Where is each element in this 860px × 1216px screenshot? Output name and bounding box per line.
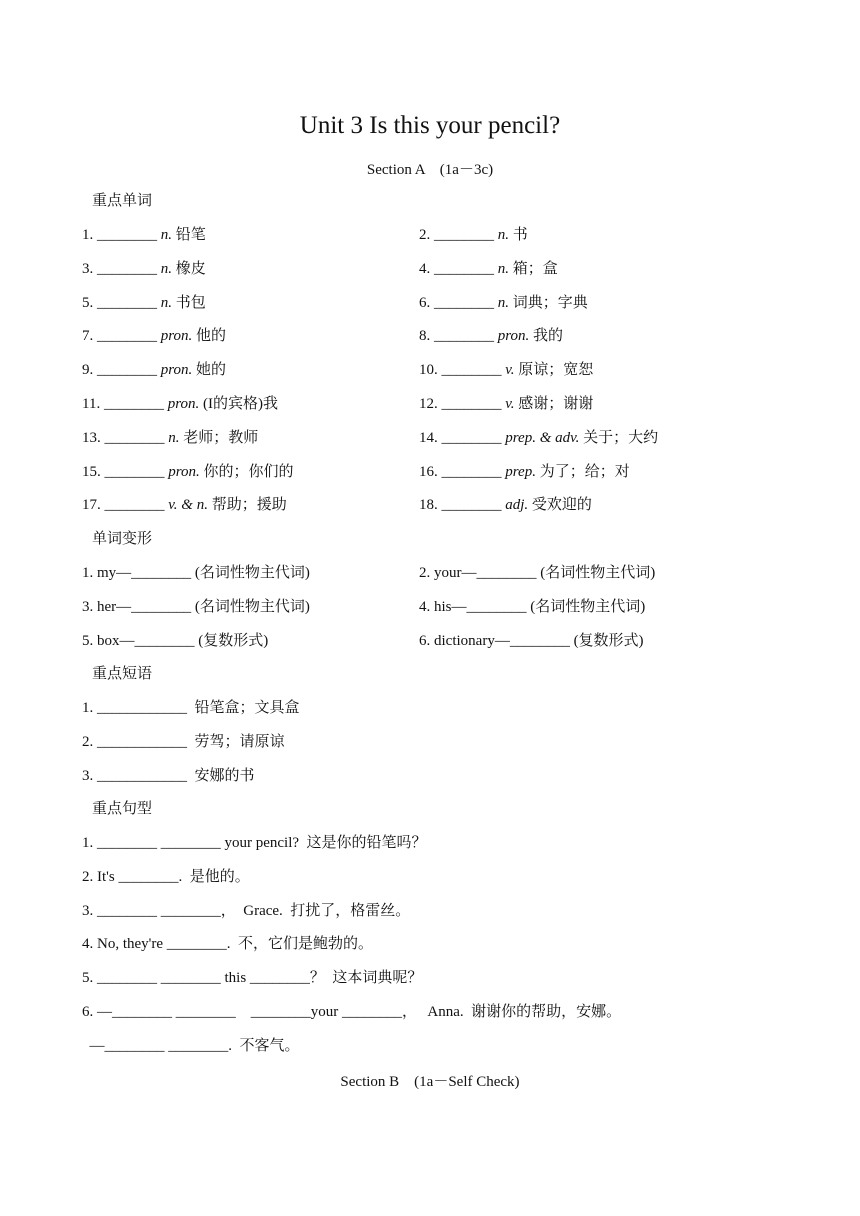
- phrase-item: 1. ____________ 铅笔盒；文具盒: [82, 700, 300, 716]
- vocab-blank: ________: [434, 328, 494, 344]
- vocab-number: 14.: [419, 430, 438, 446]
- vocab-item: [82, 394, 278, 414]
- vocab-part-of-speech: adj.: [505, 497, 529, 513]
- vocab-item: [82, 428, 258, 448]
- vocab-number: 5.: [82, 295, 94, 311]
- vocab-gloss: 我的: [533, 328, 564, 344]
- sentence-item: 2. It's ________. 是他的。: [82, 869, 250, 885]
- form-item: 4. his—________ (名词性物主代词): [419, 599, 646, 615]
- vocab-gloss: 她的: [196, 362, 227, 378]
- vocab-blank: ________: [441, 396, 502, 412]
- vocab-part-of-speech: v. & n.: [168, 497, 208, 513]
- vocab-blank: ________: [97, 295, 157, 311]
- vocab-number: 15.: [82, 464, 101, 480]
- vocab-gloss: 橡皮: [175, 261, 206, 277]
- sentence-item: 3. ________ ________， Grace. 打扰了，格雷丝。: [82, 903, 411, 919]
- vocab-blank: ________: [434, 227, 494, 243]
- vocab-number: 10.: [419, 362, 438, 378]
- vocab-gloss: 箱；盒: [512, 261, 558, 277]
- vocab-item: [82, 360, 226, 380]
- heading-sentences: 重点句型: [92, 801, 153, 817]
- heading-vocab: 重点单词: [92, 193, 153, 209]
- vocab-gloss: 感谢；谢谢: [518, 396, 594, 412]
- vocab-blank: ________: [97, 362, 157, 378]
- vocab-gloss: 你的；你们的: [203, 464, 294, 480]
- vocab-number: 7.: [82, 328, 94, 344]
- vocab-blank: ________: [441, 497, 502, 513]
- section-b-subtitle: Section B (1a－Self Check): [340, 1074, 520, 1090]
- vocab-part-of-speech: pron.: [160, 362, 193, 378]
- vocab-item: [419, 326, 563, 346]
- vocab-part-of-speech: prep. & adv.: [505, 430, 580, 446]
- vocab-item: [419, 259, 558, 279]
- sentence-item: 4. No, they're ________. 不，它们是鲍勃的。: [82, 936, 374, 952]
- vocab-gloss: 关于；大约: [583, 430, 659, 446]
- vocab-number: 18.: [419, 497, 438, 513]
- vocab-part-of-speech: n.: [168, 430, 180, 446]
- vocab-item: [82, 326, 226, 346]
- section-a-subtitle: Section A (1a－3c): [366, 162, 494, 178]
- vocab-part-of-speech: pron.: [168, 464, 200, 480]
- vocab-blank: ________: [434, 261, 494, 277]
- vocab-gloss: 受欢迎的: [531, 497, 592, 513]
- heading-phrases: 重点短语: [92, 666, 153, 682]
- vocab-gloss: 他的: [196, 328, 227, 344]
- vocab-blank: ________: [104, 464, 165, 480]
- vocab-part-of-speech: pron.: [160, 328, 193, 344]
- vocab-number: 13.: [82, 430, 101, 446]
- vocab-blank: ________: [104, 497, 165, 513]
- vocab-blank: ________: [104, 430, 165, 446]
- form-item: 2. your—________ (名词性物主代词): [419, 565, 656, 581]
- heading-forms: 单词变形: [92, 531, 153, 547]
- vocab-blank: ________: [441, 362, 502, 378]
- vocab-blank: ________: [441, 464, 502, 480]
- vocab-item: [82, 495, 287, 515]
- vocab-number: 1.: [82, 227, 94, 243]
- vocab-number: 16.: [419, 464, 438, 480]
- vocab-item: [419, 360, 593, 380]
- phrase-item: 2. ____________ 劳驾；请原谅: [82, 734, 285, 750]
- vocab-number: 17.: [82, 497, 101, 513]
- page-title: Unit 3 Is this your pencil?: [299, 112, 561, 139]
- vocab-item: [82, 259, 206, 279]
- vocab-blank: ________: [97, 227, 157, 243]
- vocab-number: 8.: [419, 328, 431, 344]
- sentence-item: 5. ________ ________ this ________？ 这本词典呢？: [82, 970, 423, 986]
- vocab-gloss: 老师；教师: [183, 430, 259, 446]
- vocab-part-of-speech: v.: [505, 396, 515, 412]
- vocab-number: 11.: [82, 396, 101, 412]
- vocab-item: [419, 293, 588, 313]
- vocab-blank: ________: [434, 295, 494, 311]
- vocab-gloss: 为了；给；对: [539, 464, 630, 480]
- form-item: 3. her—________ (名词性物主代词): [82, 599, 310, 615]
- form-item: 1. my—________ (名词性物主代词): [82, 565, 310, 581]
- vocab-part-of-speech: n.: [160, 227, 172, 243]
- vocab-part-of-speech: prep.: [505, 464, 536, 480]
- sentence-item: 1. ________ ________ your pencil? 这是你的铅笔吗？: [82, 835, 427, 851]
- vocab-item: [82, 225, 206, 245]
- vocab-number: 12.: [419, 396, 438, 412]
- vocab-part-of-speech: n.: [497, 295, 509, 311]
- vocab-number: 9.: [82, 362, 94, 378]
- vocab-part-of-speech: n.: [160, 295, 172, 311]
- vocab-gloss: 词典；字典: [512, 295, 588, 311]
- vocab-item: [419, 394, 593, 414]
- vocab-item: [82, 462, 294, 482]
- phrase-item: 3. ____________ 安娜的书: [82, 768, 255, 784]
- vocab-number: 2.: [419, 227, 431, 243]
- vocab-gloss: 铅笔: [175, 227, 206, 243]
- vocab-item: [419, 462, 630, 482]
- vocab-part-of-speech: pron.: [167, 396, 200, 412]
- vocab-gloss: 书包: [175, 295, 206, 311]
- vocab-blank: ________: [97, 328, 157, 344]
- vocab-part-of-speech: pron.: [497, 328, 530, 344]
- vocab-gloss: 原谅；宽恕: [518, 362, 594, 378]
- vocab-item: [419, 225, 528, 245]
- vocab-item: [419, 428, 658, 448]
- vocab-number: 3.: [82, 261, 94, 277]
- sentence-item: —________ ________. 不客气。: [82, 1038, 300, 1054]
- form-item: 6. dictionary—________ (复数形式): [419, 633, 644, 649]
- vocab-gloss: 帮助；援助: [211, 497, 287, 513]
- vocab-part-of-speech: v.: [505, 362, 515, 378]
- vocab-part-of-speech: n.: [497, 227, 509, 243]
- vocab-gloss: (I的宾格)我: [202, 396, 278, 412]
- sentence-item: 6. —________ ________ ________your ________， Anna. 谢谢你的帮助，安娜。: [82, 1004, 622, 1020]
- vocab-item: [82, 293, 206, 313]
- vocab-number: 4.: [419, 261, 431, 277]
- vocab-number: 6.: [419, 295, 431, 311]
- vocab-blank: ________: [97, 261, 157, 277]
- vocab-part-of-speech: n.: [497, 261, 509, 277]
- vocab-gloss: 书: [512, 227, 528, 243]
- vocab-part-of-speech: n.: [160, 261, 172, 277]
- vocab-blank: ________: [103, 396, 164, 412]
- vocab-blank: ________: [441, 430, 502, 446]
- vocab-item: [419, 495, 592, 515]
- form-item: 5. box—________ (复数形式): [82, 633, 269, 649]
